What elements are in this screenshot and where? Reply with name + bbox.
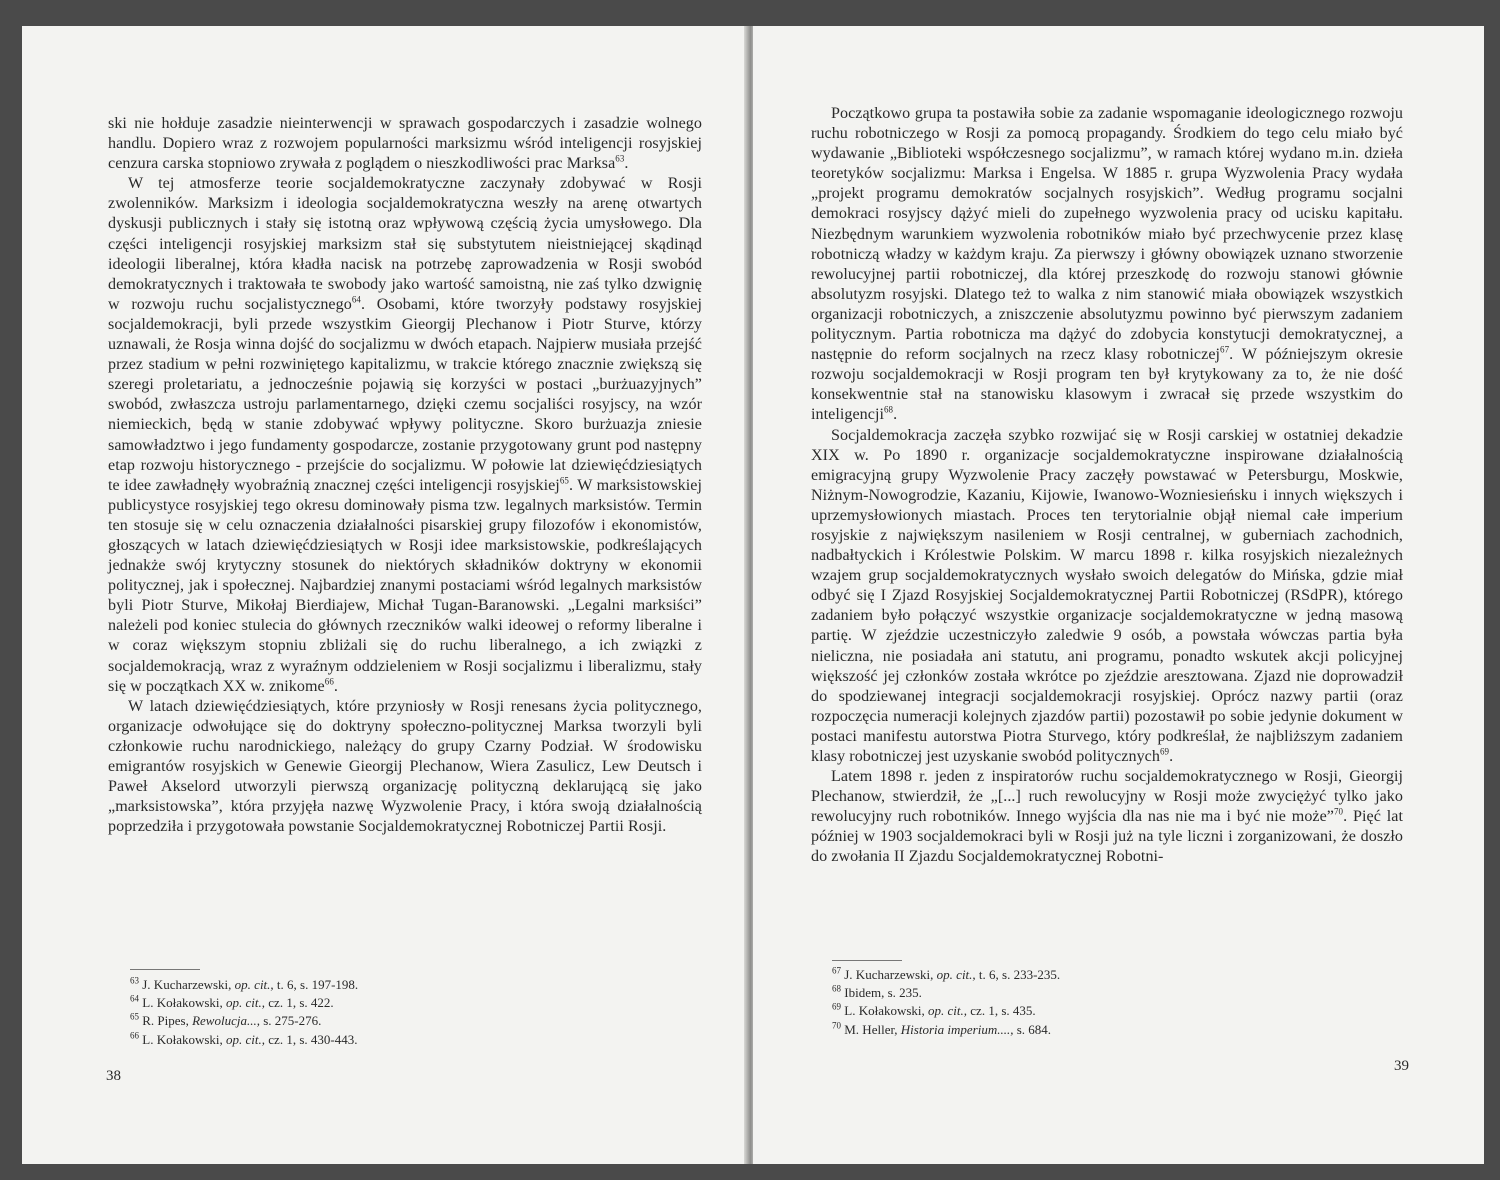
paragraph-text: Osobami, które tworzyły podstawy rosyjskiej socjaldemokracji, byli przede wszystkim Gieorgij Plechanow i Piotr Sturve, którzy uznawali, że Rosja winna dojść do socjalizmu w dwóch etapach. Najpierw musiała przejść przez stadium w pełni rozwiniętego kapitalizmu, w trakcie którego znacznie zwiększą się szeregi proletariatu, a jednocześnie pojawią się korzyści w postaci „burżuazyjnych” swobód, zwłaszcza ustroju parlamentarnego, dzięki czemu socjaliści rosyjscy, na wzór niemieckich, będą w stanie zdobywać wpływy polityczne. Skoro burżuazja zniesie samowładztwo i jego fundamenty gospodarcze, zostanie przygotowany grunt pod następny etap rozwoju historycznego - przejście do socjalizmu. W połowie lat dziewięćdziesiątych te idee zawładnęły wyobraźnią znacznej części inteligencji rosyjskiej xyxy=(108,295,702,494)
footnote-ref: 64 xyxy=(351,294,361,305)
punctuation: . xyxy=(333,677,338,695)
paragraph xyxy=(108,174,702,696)
footnote-text: s. 275-276. xyxy=(259,1013,322,1029)
punctuation: . xyxy=(1343,808,1354,826)
right-page xyxy=(753,26,1484,1164)
footnote-italic: op. cit., xyxy=(234,977,274,992)
footnote-ref: 69 xyxy=(1159,746,1170,757)
paragraph-text: W latach dziewięćdziesiątych, które przyniosły w Rosji renesans życia politycznego, organizacje odwołujące się do doktryny społeczno-politycznej Marksa tworzyli byli członkowie ruchu narodnickiego, należący do grupy Czarny Podział. W środowisku emigrantów rosyjskich w Genewie Gieorgij Plechanow, Wiera Zasulicz, Lew Deutsch i Paweł Akselord utworzyli pierwszą organizację polityczną deklarującą się jako „marksistowska”, która przyjęła nazwę Wyzwolenie Pracy, i która swoją działalnością poprzedziła i przygotowała powstanie Socjaldemokratycznej Robotniczej Partii Rosji. xyxy=(108,697,702,836)
footnote-text: t. 6, s. 197-198. xyxy=(273,977,359,992)
footnote-text: M. Heller, xyxy=(841,1021,901,1037)
page-number: 39 xyxy=(1394,1058,1409,1074)
left-body-text xyxy=(108,114,702,837)
footnote-text: L. Kołakowski, xyxy=(139,995,227,1011)
page-number: 38 xyxy=(106,1068,121,1084)
paragraph-text: Początkowo grupa ta postawiła sobie za zadanie wspomaganie ideologicznego rozwoju ruchu robotniczego w Rosji za pomocą propagandy. Środkiem do tego celu miało być wydawanie „Biblioteki współczesnego socjalizmu”, w ramach której wydano m.in. dzieła teoretyków socjalizmu: Marksa i Engelsa. W 1885 r. grupa Wyzwolenia Pracy wydała „projekt programu demokratów socjalnych rosyjskich”. Według programu socjalni demokraci rosyjscy dążyć mieli do zupełnego wyzwolenia pracy od ucisku kapitału. Niezbędnym warunkiem wyzwolenia robotników miało być przechwycenie przez klasę robotniczą władzy w każdym kraju. Za pierwszy i główny obowiązek uznano stworzenie rewolucyjnej partii robotniczej, dla której przeszkodę do rozwoju stanowi głównie absolutyzm rosyjski. Dlatego też to walka z nim stanowić miała obowiązek wszystkich organizacji robotniczych, a zniszczenie absolutyzmu powinno być pierwszym zadaniem politycznym. Partia robotnicza ma dążyć do zdobycia konstytucji demokratycznej, a następnie do reform socjalnych na rzecz klasy robotniczej xyxy=(811,105,1403,364)
footnote-number: 67 xyxy=(832,965,841,976)
paragraph-text: Socjaldemokracja zaczęła szybko rozwijać się w Rosji carskiej w ostatniej dekadzie XIX w. Po 1890 r. organizacje socjaldemokratyczne inspirowane działalnością emigracyjną grupy Wyzwolenie Pracy zaczęły powstawać w Petersburgu, Moskwie, Niżnym-Nowogrodzie, Kazaniu, Kijowie, Iwanowo-Wozniesieńsku i innych większych i uprzemysłowionych miastach. Proces ten terytorialnie objął niemal całe imperium rosyjskie z największym nasileniem w Rosji centralnej, w guberniach zachodnich, nadbałtyckich i Królestwie Polskim. W marcu 1898 r. kilka rosyjskich niezależnych wzajem grup socjaldemokratycznych wysłało swoich delegatów do Mińska, gdzie miał odbyć się I Zjazd Rosyjskiej Socjaldemokratycznej Partii Robotniczej (RSdPR), którego zadaniem było połączyć wszystkie organizacje socjaldemokratyczne w jedną masową partię. W zjeździe uczestniczyło zaledwie 9 osób, a powstała wówczas partia była nieliczna, nie posiadała ani statutu, ani programu, ponadto wskutek akcji policyjnej większość jej członków została wkrótce po zjeździe aresztowana. Zjazd nie doprowadził do spodziewanej integracji socjaldemokracji rosyjskiej. Oprócz nazwy partii (oraz rozpoczęcia numeracji kolejnych zjazdów partii) pozostawił po sobie jedynie dokument w postaci manifestu autorstwa Piotra Sturvego, który podkreślał, że najbliższym zadaniem klasy robotniczej jest uzyskanie swobód politycznych xyxy=(811,426,1403,765)
footnote-ref: 65 xyxy=(559,475,569,486)
footnote-text: cz. 1, s. 430-443. xyxy=(265,1031,358,1047)
footnote-italic: op. cit., xyxy=(928,1003,968,1019)
footnote-ref: 67 xyxy=(1220,344,1230,355)
footnote-text: cz. 1, s. 435. xyxy=(967,1003,1036,1019)
footnote-text: L. Kołakowski, xyxy=(841,1003,929,1019)
footnote-text: cz. 1, s. 422. xyxy=(265,995,334,1011)
punctuation: . xyxy=(893,406,898,424)
paragraph xyxy=(108,697,702,838)
punctuation: . xyxy=(568,476,574,494)
paragraph-text: ski nie hołduje zasadzie nieinterwencji w sprawach gospodarczych i zasadzie wolnego handlu. Dopiero wraz z rozwojem popularności marksizmu wśród inteligencji rosyjskiej cenzura carska stopniowo zrywała z poglądem o nieszkodliwości prac Marksa xyxy=(108,115,702,173)
footnote-text: t. 6, s. 233-235. xyxy=(975,967,1061,982)
footnote xyxy=(832,1002,1332,1020)
footnote-italic: Historia imperium...., xyxy=(900,1021,1014,1037)
footnote-number: 63 xyxy=(130,975,139,986)
left-page xyxy=(22,26,746,1164)
paragraph-text: W tej atmosferze teorie socjaldemokratyczne zaczynały zdobywać w Rosji zwolenników. Marksizm i ideologia socjaldemokratyczna weszły na arenę otwartych dyskusji publicznych i stały się istotną oraz wpływową częścią życia umysłowego. Dla części inteligencji rosyjskiej marksizm stał się substytutem nieistniejącej skądinąd ideologii liberalnej, która kładła nacisk na potrzebę zaprowadzenia w Rosji swobód demokratycznych i traktowała te swobody jako wartość samoistną, nie zaś tylko dzwignię w rozwoju ruchu socjalistycznego xyxy=(108,175,702,313)
footnote-italic: op. cit., xyxy=(226,995,266,1011)
footnote-number: 69 xyxy=(832,1002,841,1013)
footnote-number: 64 xyxy=(130,993,139,1004)
footnote xyxy=(130,976,630,994)
punctuation: . xyxy=(624,155,629,173)
paragraph xyxy=(108,114,702,174)
book-spread xyxy=(22,26,1484,1164)
paragraph-text: W marksistowskiej publicystyce rosyjskiej tego okresu dominowały pisma tzw. legalnych marksistów. Termin ten stosuje się w celu oznaczenia działalności pisarskiej grupy filozofów i ekonomistów, głoszących w latach dziewięćdziesiątych w Rosji idee marksistowskie, podkreślających jednakże swój krytyczny stosunek do niektórych składników doktryny w ekonomii politycznej, jak i społecznej. Najbardziej znanymi postaciami wśród legalnych marksistów byli Piotr Sturve, Mikołaj Bierdiajew, Michał Tugan-Baranowski. „Legalni marksiści” należeli pod koniec stulecia do głównych rzeczników walki ideowej o reformy liberalne i w coraz większym stopniu zbliżali się do ruchu liberalnego, a ich związki z socjaldemokracją, wraz z wyraźnym oddzieleniem w Rosji socjalizmu i liberalizmu, stały się w początkach XX w. znikome xyxy=(108,476,703,695)
footnote-text: J. Kucharzewski, xyxy=(139,977,235,992)
paragraph-text: W późniejszym okresie rozwoju socjaldemokracji w Rosji program ten był krytykowany za to, że nie dość konsekwentnie stał na stanowisku klasowym i zwracał się przede wszystkim do inteligencji xyxy=(811,346,1403,424)
punctuation: . xyxy=(1229,346,1234,364)
punctuation: . xyxy=(1169,748,1174,765)
footnote-text: Ibidem, s. 235. xyxy=(841,985,922,1001)
footnote-text: s. 684. xyxy=(1013,1021,1052,1037)
footnote xyxy=(130,1012,630,1030)
footnote-text: J. Kucharzewski, xyxy=(841,967,937,982)
footnote-italic: Rewolucja..., xyxy=(192,1013,260,1029)
paragraph xyxy=(811,767,1403,867)
footnote-ref: 63 xyxy=(615,153,625,164)
punctuation: . xyxy=(360,295,366,313)
footnote xyxy=(832,1021,1332,1039)
footnote-number: 65 xyxy=(130,1012,139,1023)
footnote-ref: 68 xyxy=(884,405,894,416)
footnote xyxy=(832,984,1332,1002)
paragraph-text: Pięć lat później w 1903 socjaldemokraci byli w Rosji już na tyle liczni i zorganizowani, że doszło do zwołania II Zjazdu Socjaldemokratycznej Robotni- xyxy=(811,808,1404,866)
left-footnotes xyxy=(130,976,630,1049)
footnote xyxy=(130,994,630,1012)
footnote-italic: op. cit., xyxy=(936,967,976,982)
footnote xyxy=(130,1031,630,1049)
footnote-ref: 70 xyxy=(1334,806,1344,817)
footnote xyxy=(832,966,1332,984)
footnote-number: 68 xyxy=(832,983,841,994)
footnote-text: L. Kołakowski, xyxy=(139,1031,227,1047)
footnote-rule xyxy=(130,969,200,970)
footnote-rule xyxy=(832,960,902,961)
paragraph-text: Latem 1898 r. jeden z inspiratorów ruchu socjaldemokratycznego w Rosji, Gieorgij Plechanow, stwierdził, że „[...] ruch rewolucyjny w Rosji może zwyciężyć tylko jako rewolucyjny ruch robotników. Innego wyjścia dla nas nie ma i być nie może” xyxy=(811,768,1403,826)
footnote-ref: 66 xyxy=(324,676,334,687)
right-body-text xyxy=(811,104,1403,868)
paragraph xyxy=(811,426,1403,768)
paragraph xyxy=(811,104,1403,426)
footnote-text: R. Pipes, xyxy=(139,1013,193,1029)
footnote-number: 70 xyxy=(832,1020,841,1031)
footnote-italic: op. cit., xyxy=(226,1031,266,1047)
footnote-number: 66 xyxy=(130,1030,139,1041)
right-footnotes xyxy=(832,966,1332,1039)
